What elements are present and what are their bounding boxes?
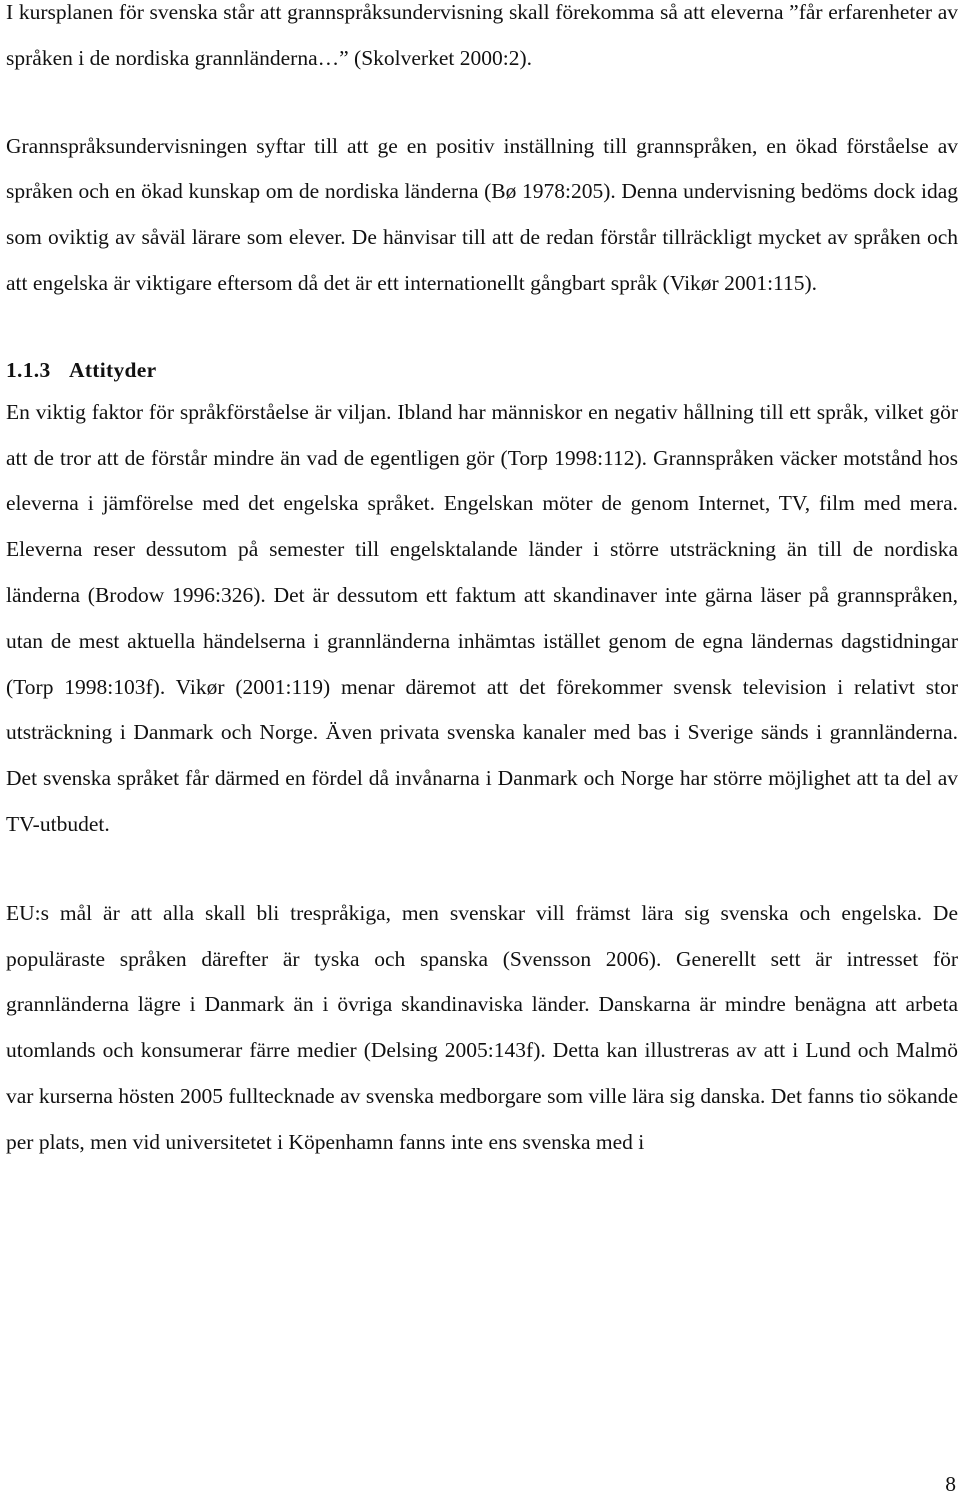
page-number: 8 [945, 1472, 956, 1496]
section-heading [6, 348, 958, 392]
section-number: 1.1.3 [6, 357, 51, 382]
paragraph-kursplanen: I kursplanen för svenska står att grannspråksundervisning skall förekomma så att eleverna ”får erfarenheter av språken i de nordiska grannländerna…” (Skolverket 2000:2). [6, 0, 958, 70]
document-page [6, 0, 958, 1166]
paragraph-attityder: En viktig faktor för språkförståelse är viljan. Ibland har människor en negativ hållning till ett språk, vilket gör att de tror att de förstår mindre än vad de egentligen gör (Torp 1998:112). Grannspråken väcker motstånd hos eleverna i jämförelse med det engelska språket. Engelskan möter de genom Internet, TV, film med mera. Eleverna reser dessutom på semester till engelsktalande länder i större utsträckning än till de nordiska länderna (Brodow 1996:326). Det är dessutom ett faktum att skandinaver inte gärna läser på grannspråken, utan de mest aktuella händelserna i grannländerna inhämtas istället genom de egna ländernas dagstidningar (Torp 1998:103f). Vikør (2001:119) menar däremot att det förekommer svensk television i relativt stor utsträckning i Danmark och Norge. Även privata svenska kanaler med bas i Sverige sänds i grannländerna. Det svenska språket får därmed en fördel då invånarna i Danmark och Norge har större möjlighet att ta del av TV-utbudet. [6, 399, 958, 836]
paragraph-eu-mal: EU:s mål är att alla skall bli trespråkiga, men svenskar vill främst lära sig svenska och engelska. De populäraste språken därefter är tyska och spanska (Svensson 2006). Generellt sett är intresset för grannländerna lägre i Danmark än i övriga skandinaviska länder. Danskarna är mindre benägna att arbeta utomlands och konsumerar färre medier (Delsing 2005:143f). Detta kan illustreras av att i Lund och Malmö var kurserna hösten 2005 fulltecknade av svenska medborgare som ville lära sig danska. Det fanns tio sökande per plats, men vid universitetet i Köpenhamn fanns inte ens svenska med i [6, 900, 958, 1154]
section-title: Attityder [69, 357, 157, 382]
paragraph-grannspraksundervisningen: Grannspråksundervisningen syftar till att ge en positiv inställning till grannspråken, en ökad förståelse av språken och en ökad kunskap om de nordiska länderna (Bø 1978:205). Denna undervisning bedöms dock idag som oviktig av såväl lärare som elever. De hänvisar till att de redan förstår tillräckligt mycket av språken och att engelska är viktigare eftersom då det är ett internationellt gångbart språk (Vikør 2001:115). [6, 133, 958, 295]
